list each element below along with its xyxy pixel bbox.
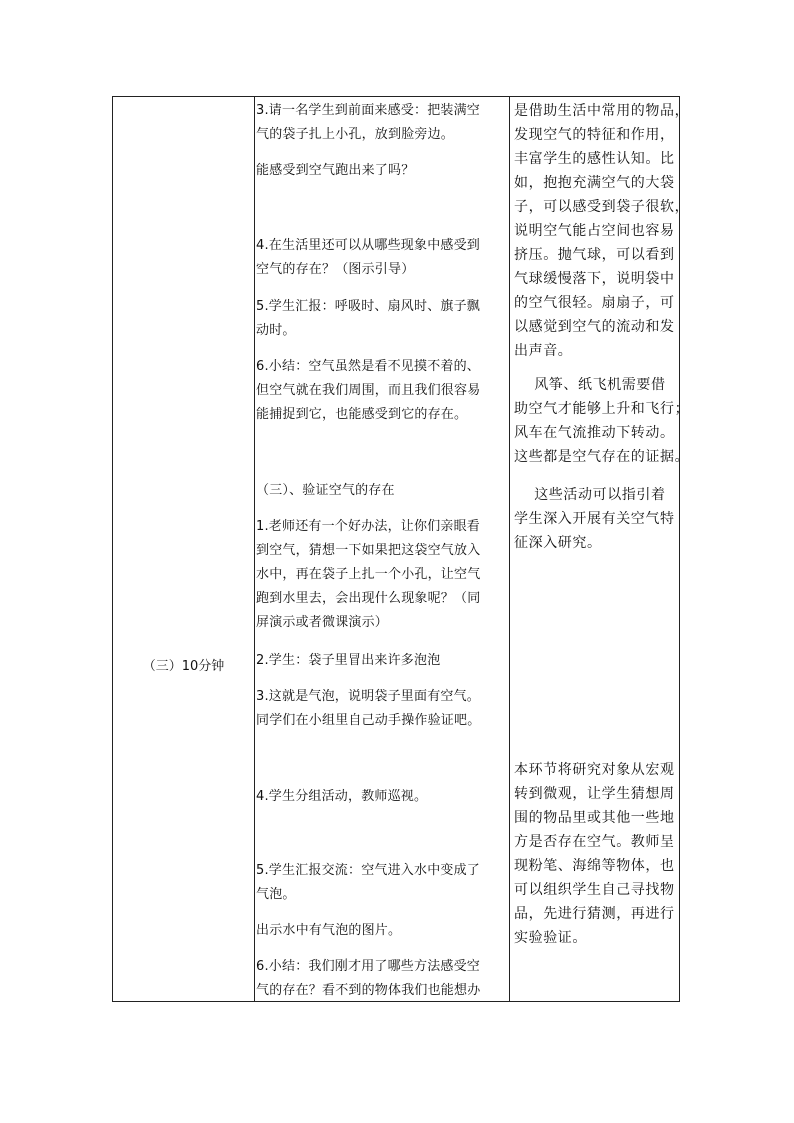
step-paragraph: 5.学生汇报：呼吸时、扇风时、旗子飘 动时。 [256,299,481,338]
note-paragraph: 是借助生活中常用的物品， 发现空气的特征和作用， 丰富学生的感性认知。比 如，抱抱充满空气的大袋 子，可以感受到袋子很软， 说明空气能占空间也容易 挤压。抛气球，可以看到 气球缓慢落下，说明袋中 的空气很轻。扇扇子，可 以感觉到空气的流动和发 出声音。 [514,103,690,359]
step-paragraph: 6.小结：空气虽然是看不见摸不着的、 但空气就在我们周围，而且我们很容易 能捕捉到它，也能感受到它的存在。 [256,359,481,422]
note-paragraph: 本环节将研究对象从宏观 转到微观，让学生猜想周 围的物品里或其他一些地 方是否存在空气。教师呈 现粉笔、海绵等物体，也 可以组织学生自己寻找物 品，先进行猜测，再进行 实验验证。 [514,762,675,946]
step-paragraph: 5.学生汇报交流：空气进入水中变成了 气泡。 [256,863,481,902]
lesson-plan-table [112,96,690,1002]
column-divider [509,97,510,1001]
design-intent-column [512,97,690,1001]
step-paragraph: 3.这就是气泡，说明袋子里面有空气。 同学们在小组里自己动手操作验证吧。 [256,689,481,728]
time-label: （三）10分钟 [142,659,225,674]
step-paragraph: 出示水中有气泡的图片。 [256,923,402,938]
activity-column [256,97,506,1001]
step-paragraph: 2.学生：袋子里冒出来许多泡泡 [256,653,441,668]
section-heading: （三）、验证空气的存在 [256,483,395,498]
note-paragraph: 这些活动可以指引着 学生深入开展有关空气特 征深入研究。 [514,487,675,551]
note-paragraph: 风筝、纸飞机需要借 助空气才能够上升和飞行； 风车在气流推动下转动。 这些都是空气存在的证据。 [514,377,690,465]
step-paragraph: 3.请一名学生到前面来感受：把装满空 气的袋子扎上小孔，放到脸旁边。 [256,103,481,142]
step-paragraph: 4.在生活里还可以从哪些现象中感受到 空气的存在？（图示引导） [256,238,481,277]
step-paragraph: 6.小结：我们刚才用了哪些方法感受空 气的存在？看不到的物体我们也能想办 [256,959,481,998]
time-column [113,97,254,1001]
step-paragraph: 能感受到空气跑出来了吗？ [256,163,415,178]
column-divider [254,97,255,1001]
step-paragraph: 4.学生分组活动，教师巡视。 [256,789,428,804]
step-paragraph: 1.老师还有一个好办法，让你们亲眼看 到空气，猜想一下如果把这袋空气放入 水中，再在袋子上扎一个小孔，让空气 跑到水里去，会出现什么现象呢？（同 屏演示或者微课演示） [256,519,481,630]
